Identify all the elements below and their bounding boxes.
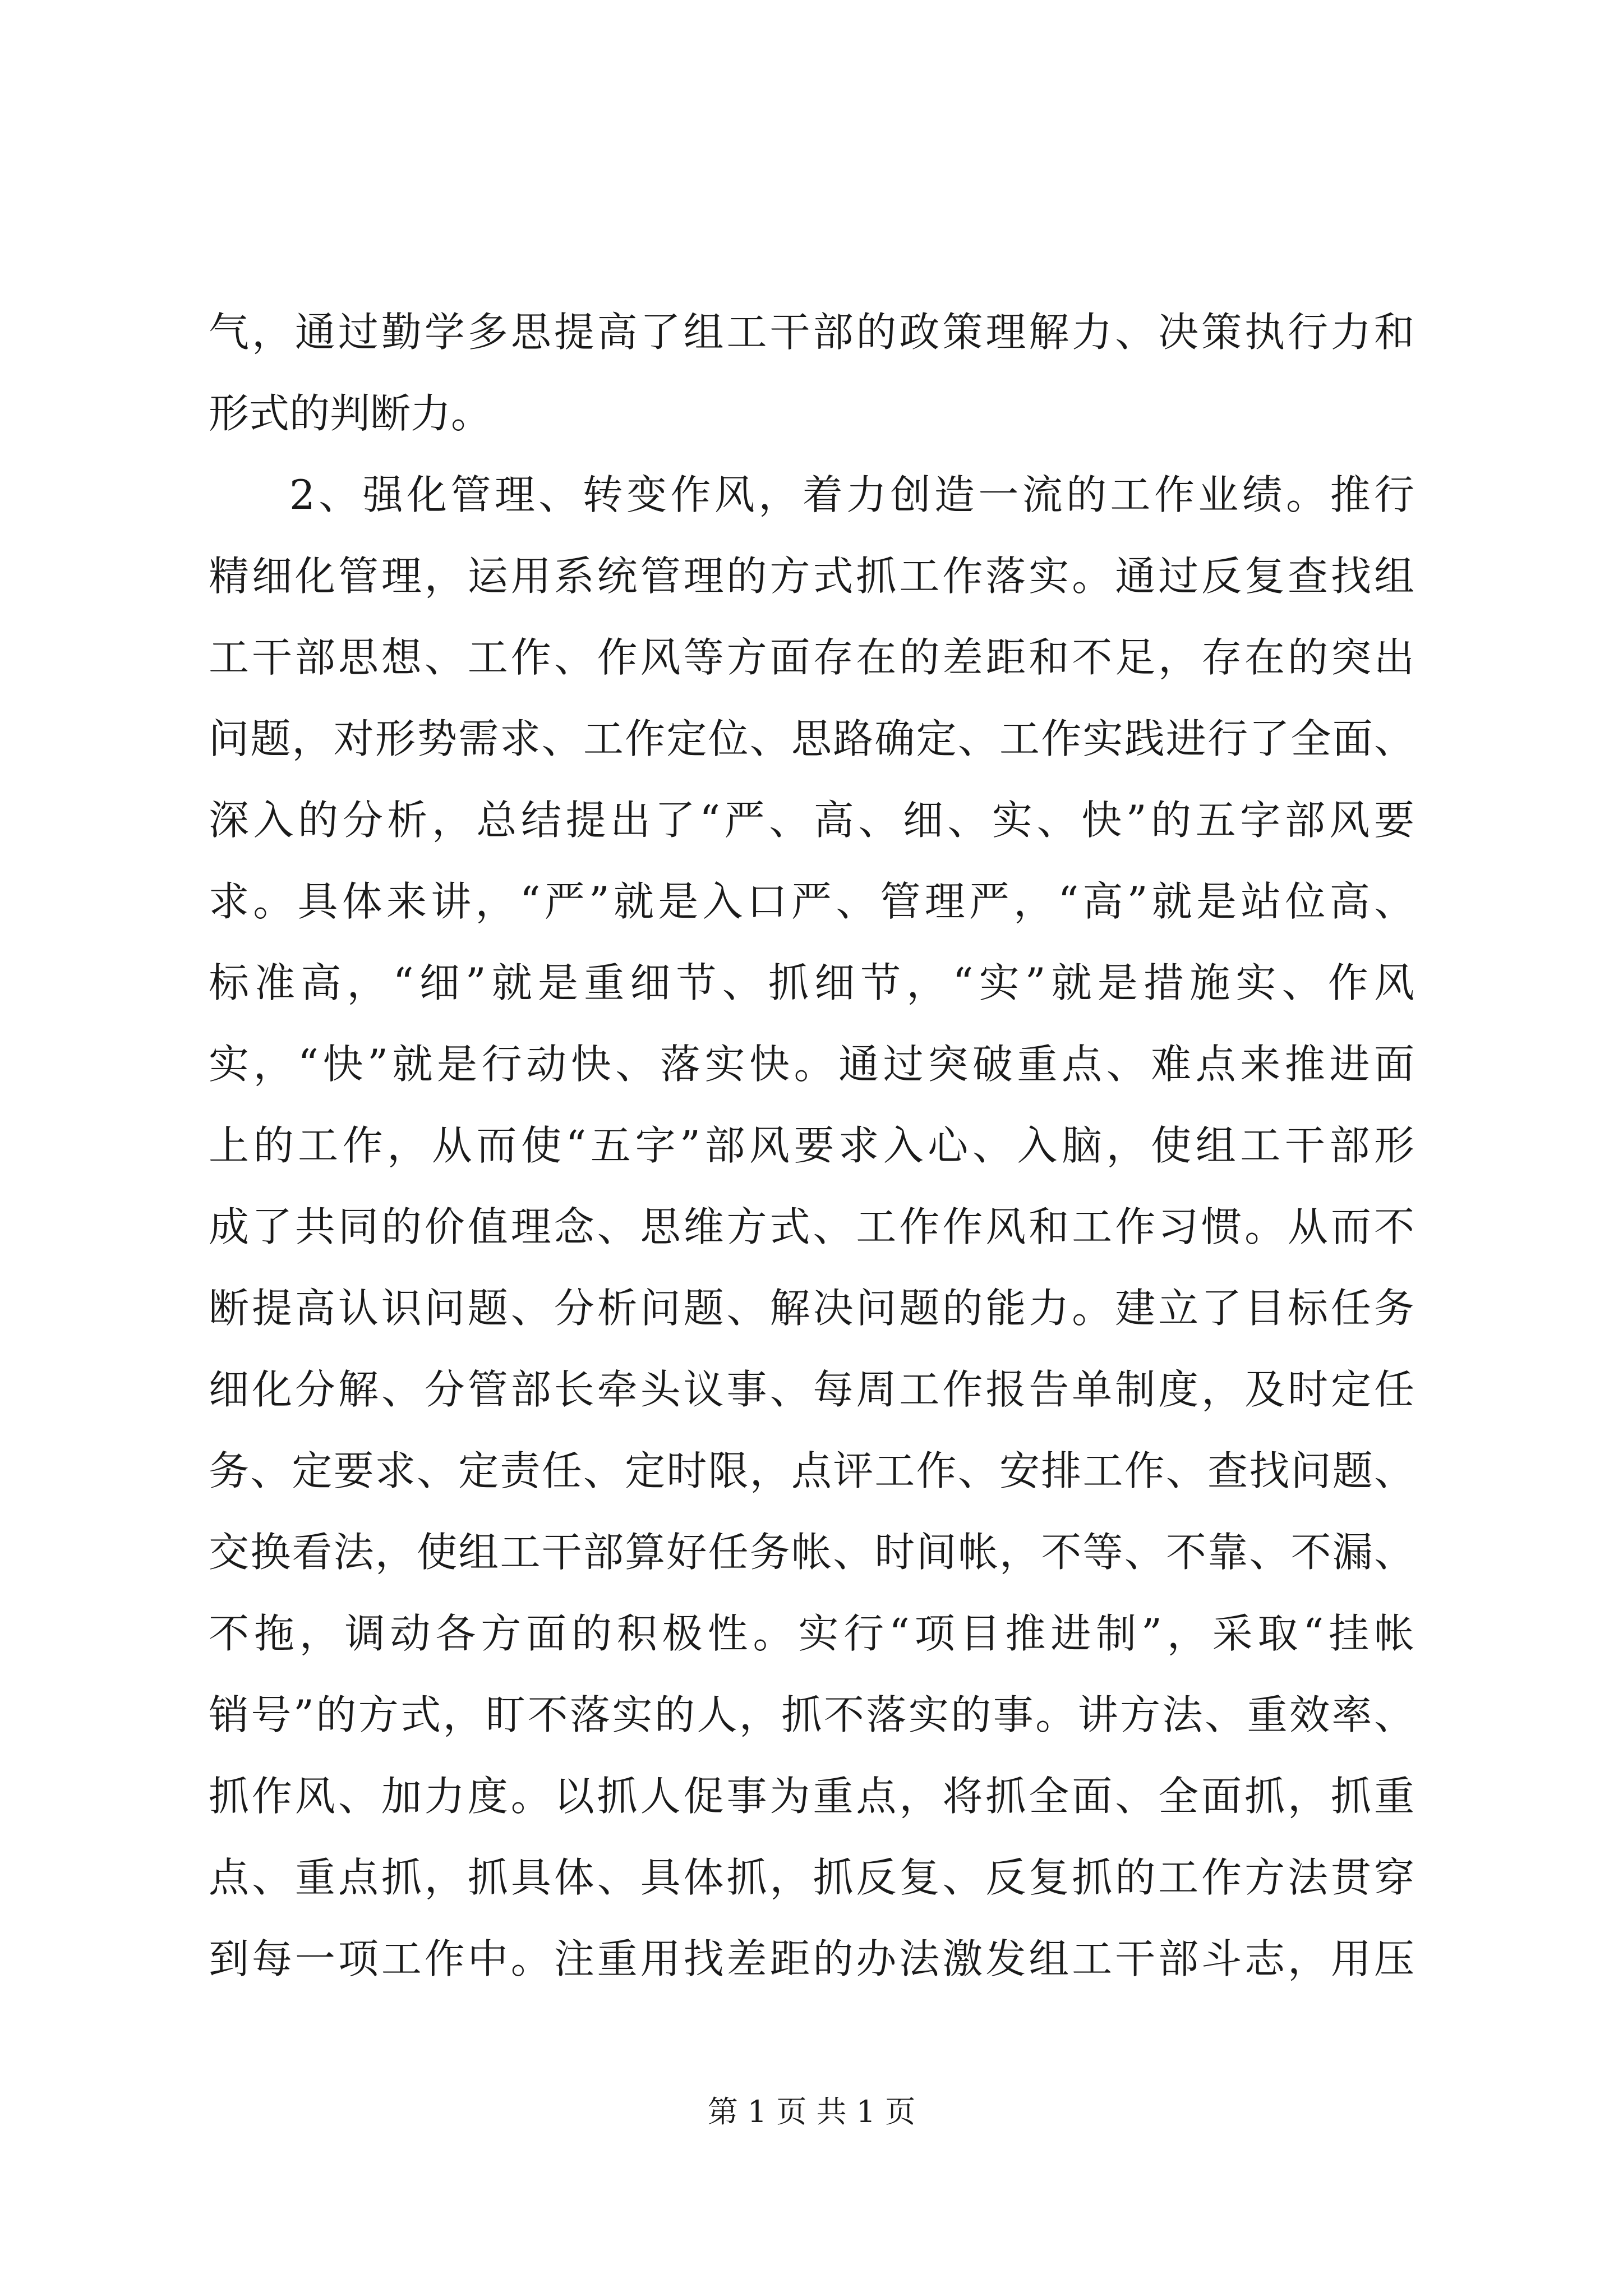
text-line: 气，通过勤学多思提高了组工干部的政策理解力、决策执行力和 xyxy=(209,309,1414,356)
page-number-label: 第 1 页 共 1 页 xyxy=(707,2094,916,2129)
text-line: 求。具体来讲，“严”就是入口严、管理严，“高”就是站位高、 xyxy=(209,878,1414,925)
text-line: 精细化管理，运用系统管理的方式抓工作落实。通过反复查找组 xyxy=(209,553,1414,600)
body-text xyxy=(209,292,1414,2000)
text-line: 工干部思想、工作、作风等方面存在的差距和不足，存在的突出 xyxy=(209,634,1414,681)
text-line: 2、强化管理、转变作风，着力创造一流的工作业绩。推行 xyxy=(289,471,1414,518)
text-line: 成了共同的价值理念、思维方式、工作作风和工作习惯。从而不 xyxy=(209,1203,1414,1250)
text-line: 问题，对形势需求、工作定位、思路确定、工作实践进行了全面、 xyxy=(209,715,1414,762)
text-line: 务、定要求、定责任、定时限，点评工作、安排工作、查找问题、 xyxy=(209,1447,1414,1494)
page-footer xyxy=(0,2092,1623,2132)
text-line: 销号”的方式，盯不落实的人，抓不落实的事。讲方法、重效率、 xyxy=(209,1691,1414,1738)
text-line: 上的工作，从而使“五字”部风要求入心、入脑，使组工干部形 xyxy=(209,1122,1414,1169)
text-line: 断提高认识问题、分析问题、解决问题的能力。建立了目标任务 xyxy=(209,1285,1414,1332)
text-line: 形式的判断力。 xyxy=(209,390,492,437)
text-line: 深入的分析，总结提出了“严、高、细、实、快”的五字部风要 xyxy=(209,797,1414,844)
text-line: 不拖，调动各方面的积极性。实行“项目推进制”，采取“挂帐 xyxy=(209,1610,1414,1657)
text-line: 到每一项工作中。注重用找差距的办法激发组工干部斗志，用压 xyxy=(209,1935,1414,1982)
text-line: 标准高，“细”就是重细节、抓细节，“实”就是措施实、作风 xyxy=(209,959,1414,1006)
text-line: 交换看法，使组工干部算好任务帐、时间帐，不等、不靠、不漏、 xyxy=(209,1529,1414,1576)
text-line: 点、重点抓，抓具体、具体抓，抓反复、反复抓的工作方法贯穿 xyxy=(209,1854,1414,1901)
text-line: 实，“快”就是行动快、落实快。通过突破重点、难点来推进面 xyxy=(209,1041,1414,1088)
text-line: 细化分解、分管部长牵头议事、每周工作报告单制度，及时定任 xyxy=(209,1366,1414,1413)
text-line: 抓作风、加力度。以抓人促事为重点，将抓全面、全面抓，抓重 xyxy=(209,1773,1414,1820)
